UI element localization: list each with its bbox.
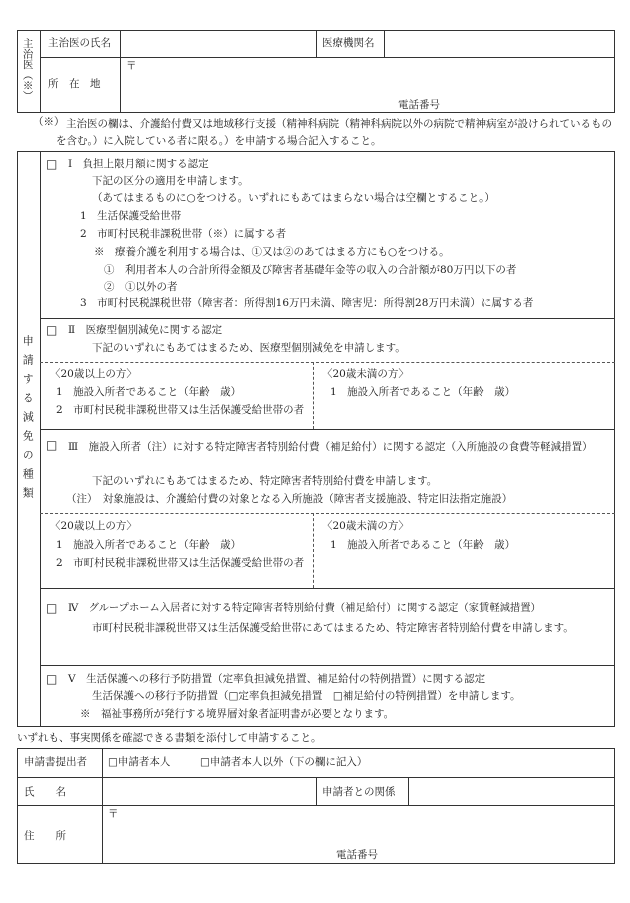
section1-item2: 2 市町村民税非課税世帯（※）に属する者 [80,228,287,240]
reduction-side-label: 申請する減免の種類 [21,335,35,506]
section2-under20-item1: 1 施設入所者であること（年齢 歳） [330,386,516,398]
section3-under20-item1: 1 施設入所者であること（年齢 歳） [330,539,516,551]
section1-item2-note: ※ 療養介護を利用する場合は、①又は②のあてはまる方にも○をつける。 [94,246,450,258]
section5-title: Ⅴ 生活保護への移行予防措置（定率負担減免措置、補足給付の特例措置）に関する認定 [68,673,486,685]
section1-line1: 下記の区分の適用を申請します。 [92,175,249,187]
section1-item1: 1 生活保護受給世帯 [80,210,182,222]
section1-checkbox[interactable]: □ [46,157,58,171]
section4-checkbox[interactable]: □ [46,601,58,615]
institution-label: 医療機関名 [322,37,375,49]
section3-note: （注） 対象施設は、介護給付費の対象となる入所施設（障害者支援施設、特定旧法指定施設） [66,493,513,505]
section2-title: Ⅱ 医療型個別減免に関する認定 [68,324,223,336]
submitter-name-field[interactable] [104,779,314,803]
section5-line1: 生活保護への移行予防措置（□定率負担減免措置 □補足給付の特例措置）を申請します。 [92,690,521,702]
submitter-label: 申請書提出者 [24,756,87,768]
institution-field[interactable] [386,32,613,55]
section1-title: Ⅰ 負担上限月額に関する認定 [68,158,209,170]
relation-label: 申請者との関係 [322,786,396,798]
doctor-name-field[interactable] [122,32,314,55]
attach-note: いずれも、事実関係を確認できる書類を添付して申請すること。 [17,732,322,744]
section1-item2-sub2: ② ①以外の者 [104,281,178,293]
relation-field[interactable] [410,779,613,803]
section3-over20-item1: 1 施設入所者であること（年齢 歳） [56,539,242,551]
section5-checkbox[interactable]: □ [46,672,58,686]
section5-note: ※ 福祉事務所が発行する境界層対象者証明書が必要となります。 [80,708,395,720]
section2-under20-head: 〈20歳未満の方〉 [322,368,409,380]
section2-line1: 下記のいずれにもあてはまるため、医療型個別減免を申請します。 [92,342,406,354]
section1-line2: （あてはまるものに○をつける。いずれにもあてはまらない場合は空欄とすること。） [92,192,495,204]
section1-item3: 3 市町村民税課税世帯（障害者：所得割16万円未満、障害児：所得割28万円未満）に属する者 [80,297,534,309]
section3-under20-head: 〈20歳未満の方〉 [322,520,409,532]
section2-over20-head: 〈20歳以上の方〉 [50,368,137,380]
submitter-postal-mark: 〒 [108,808,119,820]
section3-over20-head: 〈20歳以上の方〉 [50,520,137,532]
section4-title: Ⅳ グループホーム入居者に対する特定障害者特別給付費（補足給付）に関する認定（家賃軽減措置） [68,602,541,614]
doctor-phone-label: 電話番号 [398,99,440,111]
section2-checkbox[interactable]: □ [46,323,58,337]
submitter-phone-label: 電話番号 [336,849,378,861]
submitter-other-option[interactable]: □申請者本人以外（下の欄に記入） [200,756,368,768]
section2-over20-item1: 1 施設入所者であること（年齢 歳） [56,386,242,398]
doctor-note-mark: （※） [33,116,65,128]
submitter-name-label: 氏 名 [24,786,66,798]
section4-line1: 市町村民税非課税世帯又は生活保護受給世帯にあてはまるため、特定障害者特別給付費を申請します。 [92,622,574,634]
doctor-address-field[interactable] [122,59,612,111]
section1-item2-sub1: ① 利用者本人の合計所得金額及び障害者基礎年金等の収入の合計額が80万円以下の者 [104,264,517,276]
section2-over20-item2: 2 市町村民税非課税世帯又は生活保護受給世帯の者 [56,404,305,416]
doctor-note-text: 主治医の欄は、介護給付費又は地域移行支援（精神科病院（精神科病院以外の病院で精神病室が設けられているものを含む。）に入院している者に限る。）を申請する場合記入すること。 [56,118,612,147]
submitter-self-option[interactable]: □申請者本人 [108,756,171,768]
submitter-address-label: 住 所 [24,830,66,842]
section3-line1: 下記のいずれにもあてはまるため、特定障害者特別給付費を申請します。 [92,475,438,487]
doctor-postal-mark: 〒 [126,60,137,72]
section3-over20-item2: 2 市町村民税非課税世帯又は生活保護受給世帯の者 [56,557,305,569]
doctor-side-label: 主治医（※） [21,38,34,101]
section3-checkbox[interactable]: □ [46,438,58,452]
doctor-name-label: 主治医の氏名 [48,37,111,49]
section3-title: Ⅲ 施設入所者（注）に対する特定障害者特別給付費（補足給付）に関する認定（入所施設の食費等軽減措置） [68,441,593,453]
doctor-address-label: 所 在 地 [48,78,101,90]
